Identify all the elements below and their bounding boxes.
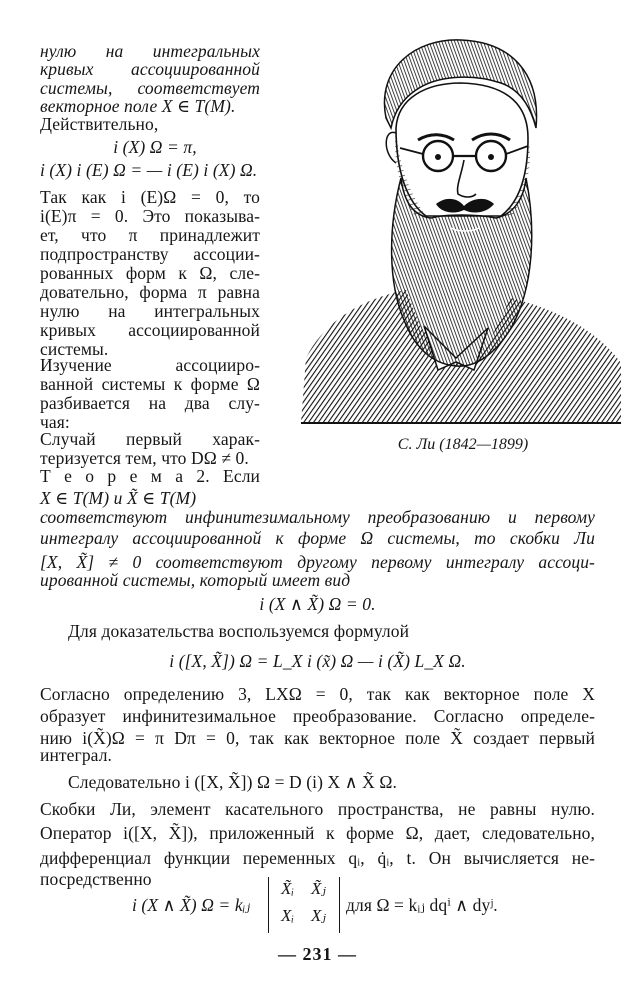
text-line: i (X ∧ X̃) Ω = 0. bbox=[259, 594, 376, 614]
left-column-line: i(E)π = 0. Это показыва- bbox=[40, 206, 260, 226]
left-column-line: кривых ассоциированной bbox=[40, 320, 260, 340]
text-line: i ([X, X̃]) Ω = L_X i (x̃) Ω — i (X̃) L_X Ω. bbox=[169, 651, 466, 671]
text-line: Скобки Ли, элемент касательного пространства, не равны нулю. bbox=[40, 799, 595, 819]
det-cell: Xⱼ bbox=[311, 906, 326, 925]
left-column-line: нулю на интегральных bbox=[40, 301, 260, 321]
left-column-line: Действительно, bbox=[40, 114, 159, 134]
text-line: Для доказательства воспользуемся формулой bbox=[68, 621, 410, 641]
left-column-line: Случай первый харак- bbox=[40, 429, 260, 449]
left-column-line: довательно, форма π равна bbox=[40, 282, 260, 302]
left-column-line: X ∈ T(M) и X̃ ∈ T(M) bbox=[40, 488, 197, 508]
portrait-caption: С. Ли (1842—1899) bbox=[397, 436, 529, 453]
text-line: [X, X̃] ≠ 0 соответствуют другому первому интегралу ассоци- bbox=[40, 552, 595, 572]
left-column-line: чая: bbox=[40, 412, 70, 432]
det-cell: Xᵢ bbox=[281, 906, 295, 925]
text-line: интеграл. bbox=[40, 745, 113, 765]
left-column-line: векторное поле X ∈ T(M). bbox=[40, 96, 236, 116]
text-line: соответствуют инфинитезимальному преобразованию и первому bbox=[40, 507, 595, 527]
text-line: нию i(X̃)Ω = π Dπ = 0, так как векторное поле X̃ создает первый bbox=[40, 728, 595, 748]
det-cell: X̃ᵢ bbox=[281, 879, 295, 898]
left-column-line: Изучение ассоцииро- bbox=[40, 355, 260, 375]
left-column-line: i (X) Ω = π, bbox=[113, 137, 197, 157]
left-column-line: ет, что π принадлежит bbox=[40, 225, 260, 245]
left-column-line: нулю на интегральных bbox=[40, 41, 260, 61]
text-line: интегралу ассоциированной к форме Ω системы, то скобки Ли bbox=[40, 528, 595, 548]
left-column-line: рованных форм к Ω, сле- bbox=[40, 263, 260, 283]
text-line: ированной системы, который имеет вид bbox=[40, 570, 351, 590]
left-column-line: Т е о р е м а 2. Если bbox=[40, 466, 260, 486]
text-line: образует инфинитезимальное преобразование. Согласно определе- bbox=[40, 706, 595, 726]
det-cell: X̃ⱼ bbox=[311, 879, 326, 898]
left-column-line: теризуется тем, что DΩ ≠ 0. bbox=[40, 448, 249, 468]
left-column-line: разбивается на два слу- bbox=[40, 393, 260, 413]
text-line: Согласно определению 3, LXΩ = 0, так как векторное поле X bbox=[40, 684, 595, 704]
left-column-line: ванной системы к форме Ω bbox=[40, 374, 260, 394]
determinant bbox=[268, 877, 340, 933]
left-column-line: подпространству ассоции- bbox=[40, 244, 260, 264]
text-line: Следовательно i ([X, X̃]) Ω = D (i) X ∧ X̃ Ω. bbox=[68, 772, 397, 792]
left-column-line: кривых ассоциированной bbox=[40, 59, 260, 79]
text-line: посредственно bbox=[40, 869, 152, 889]
final-formula-left: i (X ∧ X̃) Ω = kᵢⱼ bbox=[132, 895, 251, 915]
left-column-line: системы. bbox=[40, 339, 109, 359]
left-column-line: системы, соответствует bbox=[40, 78, 260, 98]
text-line: дифференциал функции переменных qᵢ, q̇ᵢ, t. Он вычисляется не- bbox=[40, 848, 595, 868]
left-column-line: Так как i (E)Ω = 0, то bbox=[40, 187, 260, 207]
final-formula-right: для Ω = kᵢⱼ dqⁱ ∧ dyʲ. bbox=[346, 895, 498, 915]
portrait-engraving bbox=[296, 28, 626, 428]
text-line: Оператор i([X, X̃]), приложенный к форме Ω, дает, следовательно, bbox=[40, 823, 595, 843]
page-number: — 231 — bbox=[278, 944, 357, 964]
left-column-line: i (X) i (E) Ω = — i (E) i (X) Ω. bbox=[40, 160, 258, 180]
